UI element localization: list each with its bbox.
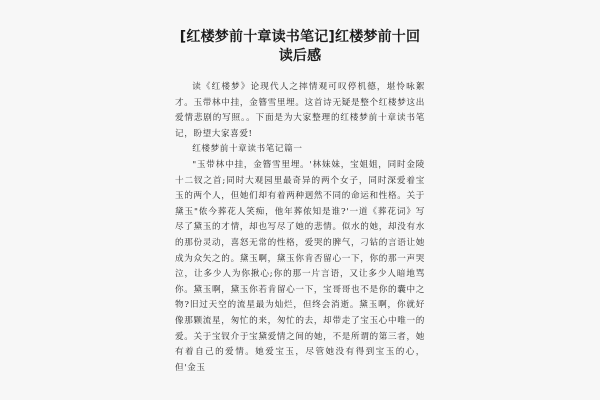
intro-paragraph: 读《红楼梦》论现代人之摔情观可叹停机德，堪怜咏絮才。玉带林中挂，金簪雪里埋。这首诗无疑是整个红楼梦这出爱情悲剧的写照。。下面是为大家整理的红楼梦前十章读书笔记，盼望大家喜爱! <box>175 82 425 139</box>
document-title: [红楼梦前十章读书笔记]红楼梦前十回读后感 <box>179 29 421 64</box>
document-content <box>175 28 425 376</box>
body-paragraph: "玉带林中挂，金簪雪里埋。'林妹妹，宝姐姐，同时金陵十二钗之首;同时大观园里最奇异的两个女子，同时深爱着宝玉的两个人，但她们却有着两种迥然不同的命运和性格。关于黛玉"侬今葬花人笑痴，他年葬侬知是谁?'一道《葬花词》写尽了黛玉的才情，却也写尽了她的悲情。似水的她，却没有水的那份灵动，喜怒无常的性格，爱哭的脾气，刁钻的言语让她成为众矢之的。黛玉啊，黛玉你肯否留心一下，你的那一声哭泣，让多少人为你揪心;你的那一片言语，又让多少人暗地骂你。黛玉啊，黛玉你若肯留心一下，宝哥哥也不是你的囊中之物?旧过天空的流星最为灿烂，但终会消逝。黛玉啊，你就好像那颗流星，匆忙的来，匆忙的去，却带走了宝玉心中唯一的爱。关于宝钗介于宝黛爱情之间的她，不是所谓的第三者，她有着自己的爱情。她爱宝玉，尽管她没有得到宝玉的心，但'金玉 <box>175 159 425 373</box>
section-heading: 红楼梦前十章读书笔记篇一 <box>192 144 303 155</box>
